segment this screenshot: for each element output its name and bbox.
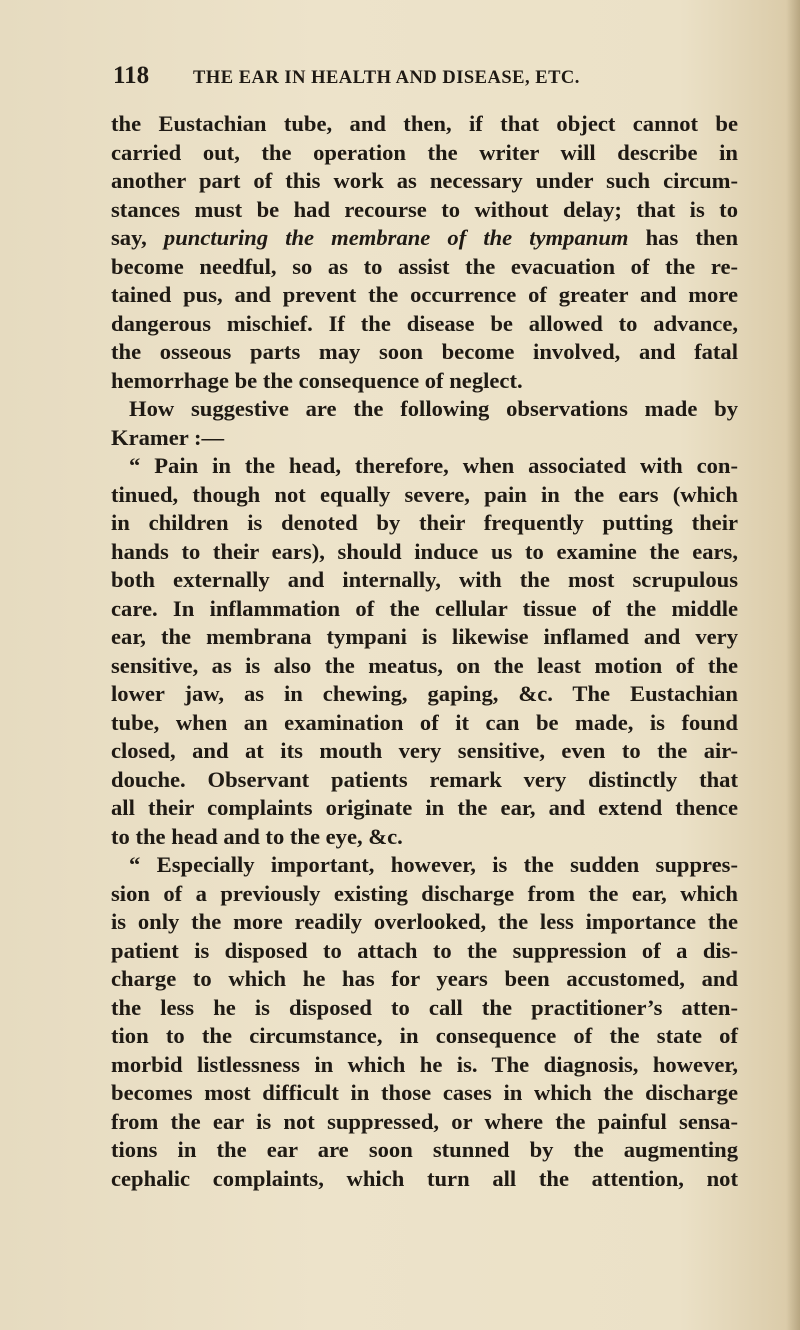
text-line: douche. Observant patients remark very distinctly that <box>111 766 738 792</box>
text-line: becomes most difficult in those cases in which the discharge <box>111 1080 738 1105</box>
text-line: charge to which he has for years been accustomed, and <box>111 966 738 991</box>
text-line: cephalic complaints, which turn all the attention, not <box>111 1165 738 1191</box>
text-line: dangerous mischief. If the disease be allowed to advance, <box>111 310 738 336</box>
running-head: THE EAR IN HEALTH AND DISEASE, ETC. <box>193 68 580 88</box>
text-line: the less he is disposed to call the practitioner’s atten- <box>111 994 738 1020</box>
text-line: hemorrhage be the consequence of neglect. <box>111 367 523 393</box>
text-line: closed, and at its mouth very sensitive, even to the air- <box>111 738 738 763</box>
text-line: lower jaw, as in chewing, gaping, &c. The Eustachian <box>111 681 738 706</box>
text-line: in children is denoted by their frequently putting their <box>111 510 738 535</box>
body-text <box>111 110 738 1193</box>
text-line: “ Especially important, however, is the sudden suppres- <box>129 852 738 877</box>
text-line: tion to the circumstance, in consequence of the state of <box>111 1023 738 1048</box>
text-line: carried out, the operation the writer will describe in <box>111 139 738 165</box>
text-line: to the head and to the eye, &c. <box>111 823 403 849</box>
text-line: is only the more readily overlooked, the less importance the <box>111 909 738 934</box>
text-line: tained pus, and prevent the occurrence of greater and more <box>111 282 738 307</box>
text-line: tions in the ear are soon stunned by the augmenting <box>111 1137 738 1162</box>
text-line-pre: say, <box>111 225 164 250</box>
italic-phrase: puncturing the membrane of the tympanum <box>163 225 629 250</box>
text-line: hands to their ears), should induce us to examine the ears, <box>111 538 738 564</box>
text-line: the osseous parts may soon become involved, and fatal <box>111 339 738 364</box>
text-line: stances must be had recourse to without delay; that is to <box>111 196 738 222</box>
text-line: morbid listlessness in which he is. The diagnosis, however, <box>111 1051 738 1077</box>
text-line: ear, the membrana tympani is likewise inflamed and very <box>111 624 738 649</box>
page-number: 118 <box>113 62 150 89</box>
page-edge-shadow <box>786 0 800 1330</box>
text-line <box>111 224 738 253</box>
text-line: sensitive, as is also the meatus, on the least motion of the <box>111 652 738 678</box>
text-line-post: has then <box>628 225 739 250</box>
text-line: How suggestive are the following observations made by <box>129 396 738 421</box>
text-line: from the ear is not suppressed, or where the painful sensa- <box>111 1108 738 1134</box>
text-line: sion of a previously existing discharge from the ear, which <box>111 880 738 906</box>
text-line: all their complaints originate in the ear, and extend thence <box>111 795 738 820</box>
text-line: become needful, so as to assist the evacuation of the re- <box>111 253 738 279</box>
page-header <box>113 62 733 90</box>
text-line: care. In inflammation of the cellular tissue of the middle <box>111 595 738 621</box>
text-line: tube, when an examination of it can be made, is found <box>111 709 738 735</box>
text-line: the Eustachian tube, and then, if that object cannot be <box>111 111 738 136</box>
text-line: another part of this work as necessary under such circum- <box>111 168 738 193</box>
text-line: Kramer :— <box>111 424 225 450</box>
text-line: tinued, though not equally severe, pain in the ears (which <box>111 481 738 507</box>
text-line: patient is disposed to attach to the suppression of a dis- <box>111 937 738 963</box>
text-line: both externally and internally, with the most scrupulous <box>111 567 738 592</box>
text-line: “ Pain in the head, therefore, when associated with con- <box>129 453 738 478</box>
